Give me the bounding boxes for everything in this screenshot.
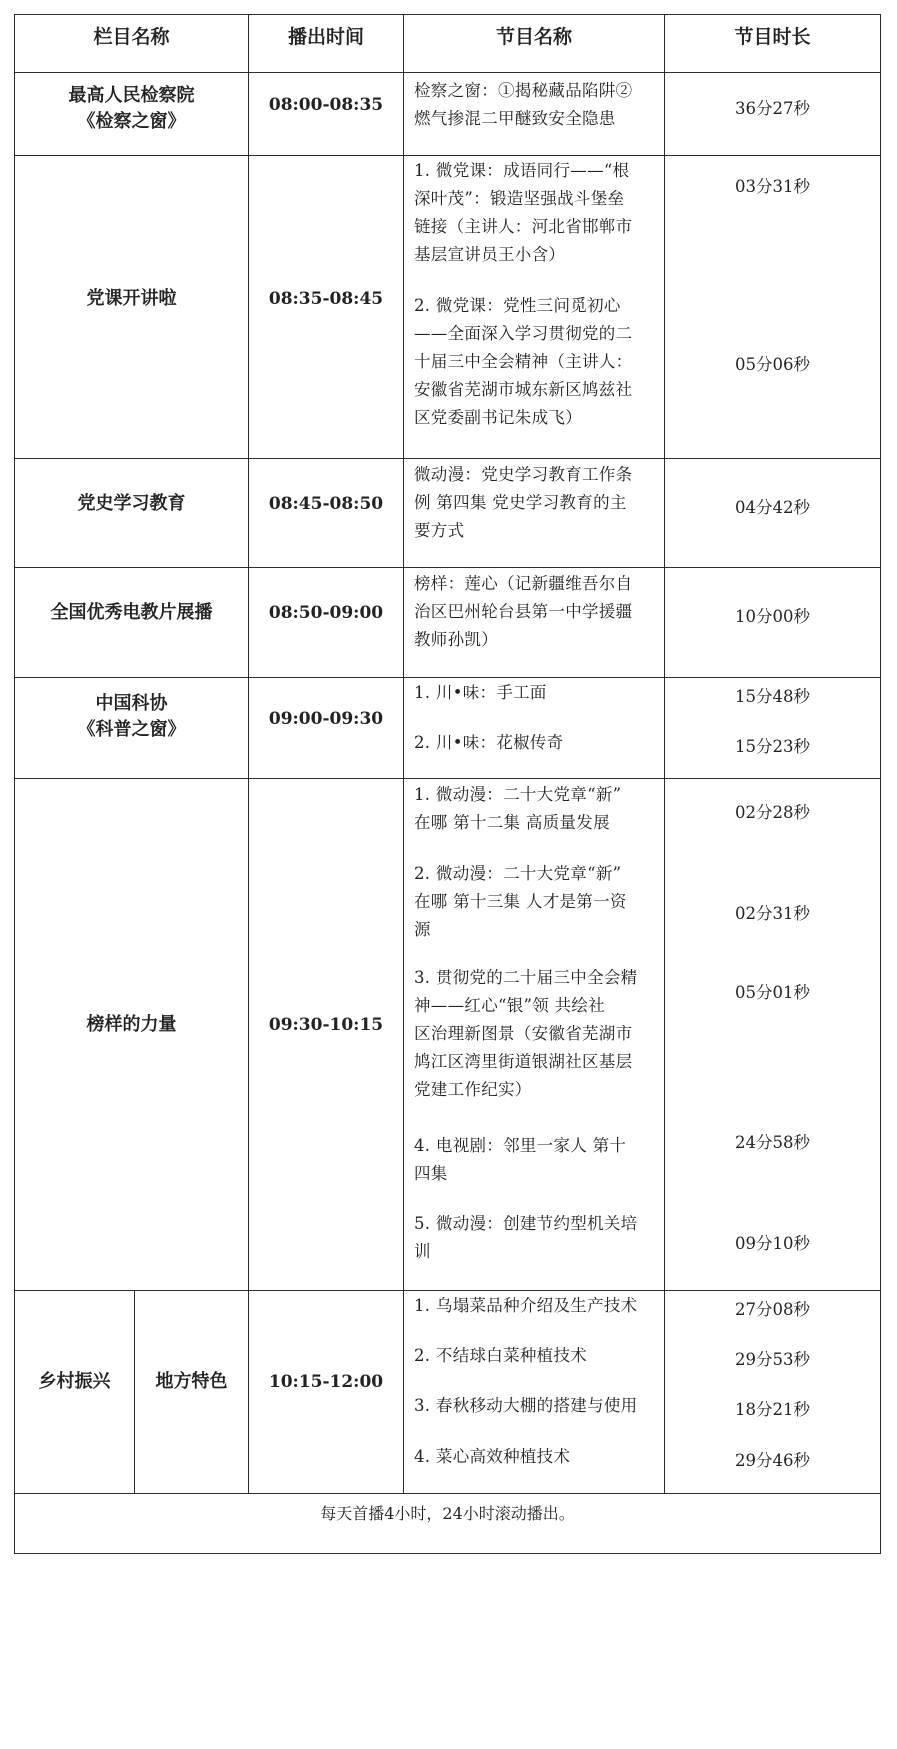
program-line: 1. 微动漫：二十大党章“新”	[414, 785, 622, 804]
program-line: 2. 微动漫：二十大党章“新”	[414, 864, 622, 883]
header-program: 节目名称	[495, 26, 572, 48]
program-item	[414, 1132, 659, 1188]
program-item	[414, 77, 659, 133]
program-line: 微动漫：党史学习教育工作条	[414, 465, 633, 484]
program-line: 例 第四集 党史学习教育的主	[414, 493, 627, 512]
program-duration: 24分58秒	[735, 1133, 810, 1152]
program-line: 2. 微党课：党性三问觅初心	[414, 296, 621, 315]
program-line: 榜样：莲心（记新疆维吾尔自	[414, 574, 633, 593]
program-line: 源	[414, 920, 431, 939]
program-item: 4. 菜心高效种植技术	[414, 1447, 571, 1466]
program-item	[414, 157, 659, 269]
column-subname: 地方特色	[155, 1371, 228, 1392]
program-item: 2. 川•味：花椒传奇	[414, 733, 564, 752]
program-line: 要方式	[414, 521, 465, 540]
program-line: 在哪 第十三集 人才是第一资	[414, 892, 627, 911]
column-name: 榜样的力量	[86, 1014, 177, 1035]
broadcast-time: 08:45-08:50	[268, 494, 384, 514]
program-item: 3. 春秋移动大棚的搭建与使用	[414, 1396, 638, 1415]
program-line: 链接（主讲人：河北省邯郸市	[414, 217, 633, 236]
row-divider	[14, 778, 881, 779]
column-name-line: 《检察之窗》	[77, 111, 186, 132]
program-line: 3. 贯彻党的二十届三中全会精	[414, 968, 638, 987]
program-line: 在哪 第十二集 高质量发展	[414, 813, 610, 832]
table-border-right	[880, 14, 881, 1554]
program-line: 燃气掺混二甲醚致安全隐患	[414, 109, 616, 128]
broadcast-time: 09:00-09:30	[268, 709, 384, 729]
column-name	[15, 83, 248, 135]
program-line: 鸠江区湾里街道银湖社区基层	[414, 1052, 633, 1071]
table-border-left	[14, 14, 15, 1554]
program-item	[414, 461, 659, 545]
column-name: 乡村振兴	[38, 1371, 111, 1392]
broadcast-time: 10:15-12:00	[268, 1372, 384, 1392]
header-column: 栏目名称	[93, 26, 170, 48]
row-divider	[14, 677, 881, 678]
program-line: 5. 微动漫：创建节约型机关培	[414, 1214, 638, 1233]
program-line: 4. 电视剧：邻里一家人 第十	[414, 1136, 627, 1155]
row-divider	[14, 567, 881, 568]
program-line: 神——红心“银”领 共绘社	[414, 996, 606, 1015]
program-line: 检察之窗：①揭秘藏品陷阱②	[414, 81, 633, 100]
row-divider	[14, 1493, 881, 1494]
program-item	[414, 292, 659, 432]
program-line: 治区巴州轮台县第一中学援疆	[414, 602, 633, 621]
row-divider	[14, 155, 881, 156]
program-item: 2. 不结球白菜种植技术	[414, 1346, 588, 1365]
program-duration: 02分28秒	[735, 803, 810, 822]
table-border-top	[14, 14, 881, 15]
program-item	[414, 860, 659, 944]
program-line: 区治理新图景（安徽省芜湖市	[414, 1024, 633, 1043]
program-item	[414, 781, 659, 837]
program-duration: 02分31秒	[735, 904, 810, 923]
program-item	[414, 570, 659, 654]
program-item: 1. 乌塌菜品种介绍及生产技术	[414, 1296, 638, 1315]
program-line: 训	[414, 1242, 431, 1261]
program-line: 四集	[414, 1164, 448, 1183]
column-name-line: 《科普之窗》	[77, 719, 186, 740]
program-duration: 29分46秒	[735, 1451, 810, 1470]
program-duration: 05分01秒	[735, 983, 810, 1002]
column-name-line: 中国科协	[95, 693, 168, 714]
broadcast-time: 08:00-08:35	[268, 95, 384, 115]
program-duration: 36分27秒	[735, 99, 810, 118]
program-duration: 03分31秒	[735, 177, 810, 196]
broadcast-time: 08:50-09:00	[268, 603, 384, 623]
program-duration: 10分00秒	[735, 607, 810, 626]
column-name	[15, 691, 248, 743]
program-line: 教师孙凯）	[414, 630, 498, 649]
column-name: 党课开讲啦	[86, 288, 177, 309]
program-line: 深叶茂”：锻造坚强战斗堡垒	[414, 189, 625, 208]
col-divider	[403, 14, 404, 1494]
column-name-line: 最高人民检察院	[68, 85, 195, 106]
program-item: 1. 川•味：手工面	[414, 683, 547, 702]
program-line: 基层宣讲员王小含）	[414, 245, 566, 264]
program-duration: 29分53秒	[735, 1350, 810, 1369]
program-line: 区党委副书记朱成飞）	[414, 408, 582, 427]
program-line: 安徽省芜湖市城东新区鸠兹社	[414, 380, 633, 399]
row-divider	[14, 458, 881, 459]
program-duration: 18分21秒	[735, 1400, 810, 1419]
broadcast-time: 08:35-08:45	[268, 289, 384, 309]
col-divider	[248, 14, 249, 1494]
header-duration: 节目时长	[734, 26, 811, 48]
table-footer-note: 每天首播4小时，24小时滚动播出。	[320, 1504, 575, 1523]
column-name: 全国优秀电教片展播	[50, 602, 213, 623]
program-item	[414, 964, 659, 1104]
program-line: 1. 微党课：成语同行——“根	[414, 161, 630, 180]
program-duration: 15分23秒	[735, 737, 810, 756]
broadcast-time: 09:30-10:15	[268, 1015, 384, 1035]
row-divider	[14, 72, 881, 73]
table-border-bottom	[14, 1553, 881, 1554]
program-line: 十届三中全会精神（主讲人：	[414, 352, 633, 371]
program-duration: 05分06秒	[735, 355, 810, 374]
program-line: 党建工作纪实）	[414, 1080, 532, 1099]
program-duration: 04分42秒	[735, 498, 810, 517]
header-time: 播出时间	[287, 26, 364, 48]
column-name: 党史学习教育	[77, 493, 186, 514]
program-duration: 15分48秒	[735, 687, 810, 706]
row-divider	[14, 1290, 881, 1291]
program-duration: 27分08秒	[735, 1300, 810, 1319]
program-line: ——全面深入学习贯彻党的二	[414, 324, 633, 343]
program-item	[414, 1210, 659, 1266]
program-duration: 09分10秒	[735, 1234, 810, 1253]
